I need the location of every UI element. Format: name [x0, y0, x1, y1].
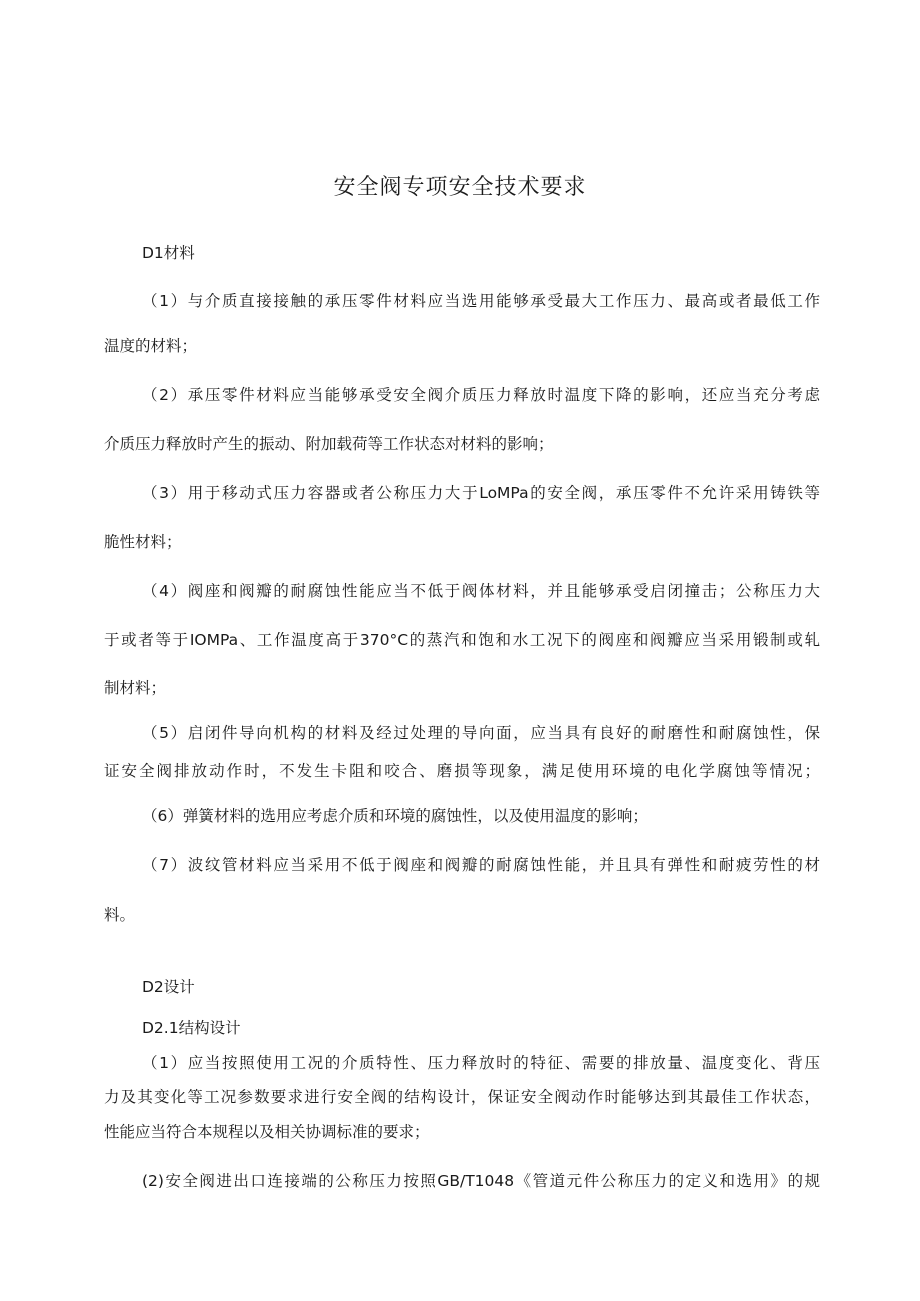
page-title: 安全阀专项安全技术要求: [333, 175, 587, 200]
d1-item-1-line-1: （1）与介质直接接触的承压零件材料应当选用能够承受最大工作压力、最高或者最低工作: [142, 292, 820, 310]
d1-item-7-line-2: 料。: [104, 906, 136, 924]
d2-item-1-line-2: 力及其变化等工况参数要求进行安全阀的结构设计，保证安全阀动作时能够达到其最佳工作状态，: [104, 1088, 820, 1106]
subsection-heading-d2-1: D2.1结构设计: [142, 1019, 241, 1037]
d1-item-4-line-3: 制材料；: [104, 679, 167, 697]
d1-item-5-line-2: 证安全阀排放动作时，不发生卡阻和咬合、磨损等现象，满足使用环境的电化学腐蚀等情况；: [104, 762, 820, 780]
d1-item-4-line-1: （4）阀座和阀瓣的耐腐蚀性能应当不低于阀体材料，并且能够承受启闭撞击；公称压力大: [142, 582, 820, 600]
d1-item-5-line-1: （5）启闭件导向机构的材料及经过处理的导向面，应当具有良好的耐磨性和耐腐蚀性，保: [142, 724, 820, 742]
d1-item-3-line-2: 脆性材料；: [104, 533, 182, 551]
d1-item-2-line-1: （2）承压零件材料应当能够承受安全阀介质压力释放时温度下降的影响，还应当充分考虑: [142, 386, 820, 404]
d2-item-2-line-1: (2)安全阀进出口连接端的公称压力按照GB/T1048《管道元件公称压力的定义和选用》的规: [142, 1172, 820, 1190]
d1-item-3-line-1: （3）用于移动式压力容器或者公称压力大于LoMPa的安全阀，承压零件不允许采用铸铁等: [142, 484, 820, 502]
d2-item-1-line-1: （1）应当按照使用工况的介质特性、压力释放时的特征、需要的排放量、温度变化、背压: [142, 1054, 820, 1072]
section-heading-d2: D2设计: [142, 978, 195, 996]
section-heading-d1: D1材料: [142, 244, 195, 262]
d2-item-1-line-3: 性能应当符合本规程以及相关协调标准的要求；: [104, 1123, 430, 1141]
d1-item-6-line-1: （6）弹簧材料的选用应考虑介质和环境的腐蚀性，以及使用温度的影响；: [142, 807, 648, 825]
d1-item-2-line-2: 介质压力释放时产生的振动、附加载荷等工作状态对材料的影响；: [104, 435, 554, 453]
d1-item-7-line-1: （7）波纹管材料应当采用不低于阀座和阀瓣的耐腐蚀性能，并且具有弹性和耐疲劳性的材: [142, 856, 820, 874]
d1-item-1-line-2: 温度的材料；: [104, 337, 198, 355]
d1-item-4-line-2: 于或者等于IOMPa、工作温度高于370°C的蒸汽和饱和水工况下的阀座和阀瓣应当采用锻制或轧: [104, 631, 820, 649]
